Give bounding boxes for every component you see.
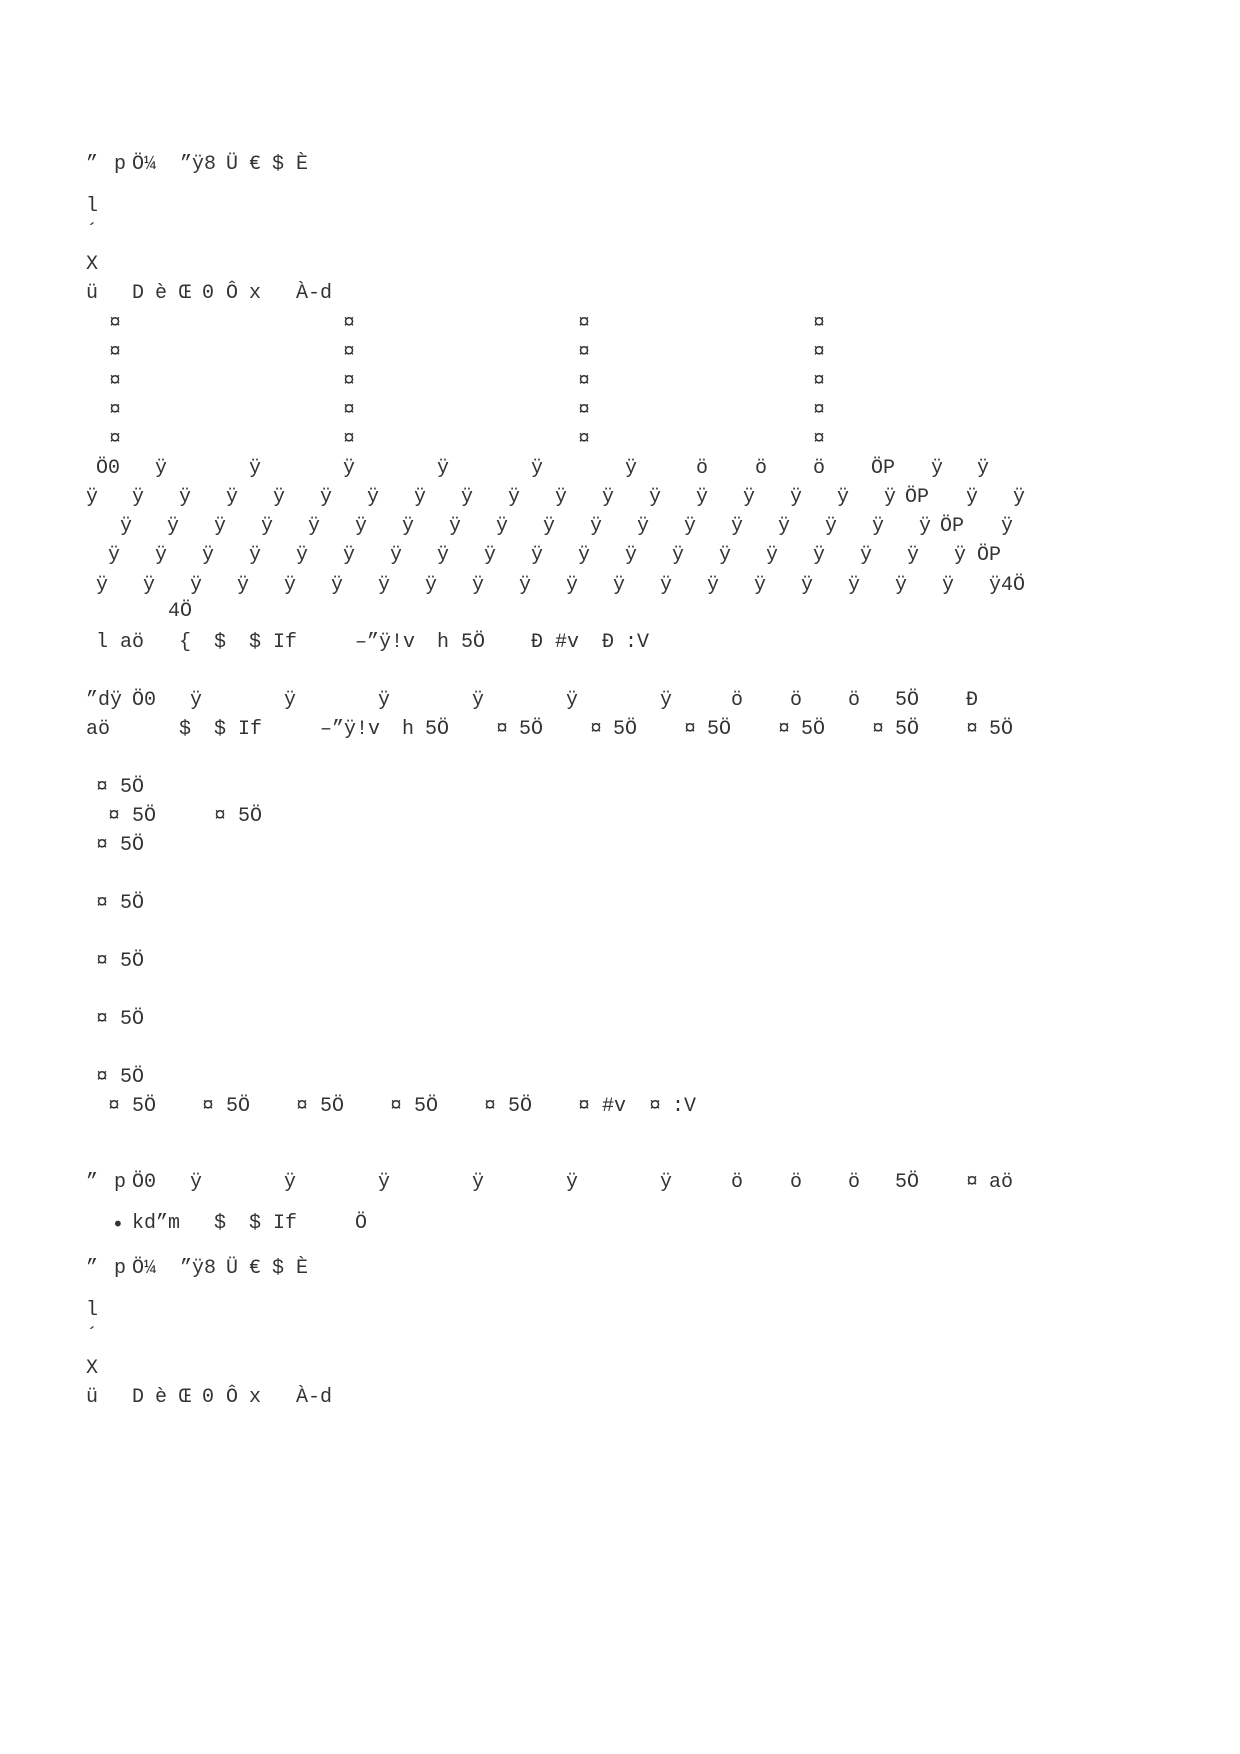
lower-line	[0, 950, 145, 973]
grid-row	[0, 399, 826, 422]
text-token: ÿ	[343, 457, 356, 480]
text-token: 5Ö	[120, 892, 145, 915]
text-token: È	[296, 153, 309, 176]
text-token: :V	[625, 631, 650, 654]
text-token: 5Ö	[120, 776, 145, 799]
text-token: ”p	[86, 1171, 127, 1194]
text-token: 5Ö	[132, 805, 157, 828]
lower-line	[0, 892, 145, 915]
text-token: ÿ	[414, 486, 427, 509]
grid-row	[0, 428, 826, 451]
text-token: ÿ	[120, 515, 133, 538]
text-token: ÿ	[766, 544, 779, 567]
text-token: ÿ	[555, 486, 568, 509]
text-token: ¤	[649, 1095, 662, 1118]
text-token: ¤	[813, 428, 826, 451]
text-token: l	[86, 1299, 99, 1322]
text-token: D	[132, 282, 145, 305]
text-token: ÿ	[637, 515, 650, 538]
row-dy	[0, 689, 979, 712]
text-token: ÿ	[437, 457, 450, 480]
text-token: D	[132, 1386, 145, 1409]
text-token: ÿ	[966, 486, 979, 509]
text-token: Ð	[966, 689, 979, 712]
text-token: ÖP	[905, 486, 930, 509]
text-token: ÿ	[519, 574, 532, 597]
text-token: ¤	[343, 370, 356, 393]
ydots-row-2	[0, 486, 1026, 509]
text-token: ÿ	[190, 689, 203, 712]
text-token: ÿ	[660, 1171, 673, 1194]
text-token: ÿ	[437, 544, 450, 567]
bullet-line	[0, 1212, 368, 1236]
row-p	[0, 1171, 1014, 1194]
text-token: ÿ	[378, 689, 391, 712]
text-token: ¤	[590, 718, 603, 741]
text-token: ¤	[778, 718, 791, 741]
text-token: ÿ	[237, 574, 250, 597]
text-token: ¤	[390, 1095, 403, 1118]
text-token: €	[249, 153, 262, 176]
text-token: ”ÿ8	[180, 153, 217, 176]
text-token: If	[273, 631, 298, 654]
text-token: If	[238, 718, 263, 741]
text-token: ¤	[96, 776, 109, 799]
text-token: ÿ	[790, 486, 803, 509]
text-token: Ð	[531, 631, 544, 654]
ydots-row-3	[0, 515, 1014, 538]
text-token: ¤	[343, 341, 356, 364]
text-token: X	[86, 1357, 99, 1380]
ydots-row-5	[0, 574, 1026, 597]
text-token: À-d	[296, 1386, 333, 1409]
text-token: ÿ	[743, 486, 756, 509]
text-token: ÿ	[672, 544, 685, 567]
block1-line-l	[0, 195, 99, 218]
text-token: ÿ	[895, 574, 908, 597]
text-token: Ö	[355, 1212, 368, 1235]
text-token: ÿ	[190, 574, 203, 597]
lower-line	[0, 834, 145, 857]
text-token: ”p	[86, 153, 127, 176]
text-token: ÿ	[378, 574, 391, 597]
text-token: ÿ	[261, 515, 274, 538]
text-token: ÿ	[108, 544, 121, 567]
text-token: ö	[790, 1171, 803, 1194]
text-token: {	[179, 631, 192, 654]
text-token: aö	[989, 1171, 1014, 1194]
text-token: X	[86, 253, 99, 276]
ydots-row-4	[0, 544, 1002, 567]
text-token: ¤	[108, 805, 121, 828]
text-token: ÿ	[226, 486, 239, 509]
text-token: ÿ	[249, 457, 262, 480]
text-token: Ô	[226, 282, 239, 305]
text-token: ÿ	[155, 544, 168, 567]
text-token: ¤	[484, 1095, 497, 1118]
text-token: ¤	[343, 428, 356, 451]
text-token: ÿ	[625, 544, 638, 567]
text-token: ”ÿ8	[180, 1257, 217, 1280]
text-token: ÿ	[472, 689, 485, 712]
text-token: ö	[696, 457, 709, 480]
text-token: ÿ	[190, 1171, 203, 1194]
text-token: ÿ	[590, 515, 603, 538]
text-token: ÿ	[649, 486, 662, 509]
text-token: ÿ	[132, 486, 145, 509]
text-token: ÖP	[871, 457, 896, 480]
lower-line	[0, 1008, 145, 1031]
grid-row	[0, 312, 826, 335]
text-token: $	[214, 1212, 227, 1235]
text-token: ¤	[96, 834, 109, 857]
text-token: ö	[731, 1171, 744, 1194]
block2-line-acute	[0, 1325, 99, 1348]
text-token: ÿ	[320, 486, 333, 509]
text-token: ÿ	[872, 515, 885, 538]
text-token: l	[86, 195, 99, 218]
text-token: ¤	[872, 718, 885, 741]
text-token: ÿ	[907, 544, 920, 567]
text-token: ÿ	[919, 515, 932, 538]
block1-header-line	[0, 153, 309, 176]
text-token: ¤	[108, 1095, 121, 1118]
text-token: ¤	[214, 805, 227, 828]
text-token: ÿ	[425, 574, 438, 597]
text-token: ¤	[813, 370, 826, 393]
grid-row	[0, 370, 826, 393]
block1-line-x	[0, 253, 99, 276]
text-token: 5Ö	[989, 718, 1014, 741]
text-token: Ü	[226, 1257, 239, 1280]
text-token: ÿ	[284, 574, 297, 597]
text-token: ÿ	[308, 515, 321, 538]
text-token: 5Ö	[895, 718, 920, 741]
text-token: ÿ	[1001, 515, 1014, 538]
lower-line	[0, 1095, 697, 1118]
ydots-row-1	[0, 457, 990, 480]
text-token: Ô	[226, 1386, 239, 1409]
text-token: x	[249, 282, 262, 305]
text-token: 5Ö	[120, 950, 145, 973]
text-token: ¤	[578, 399, 591, 422]
text-token: 5Ö	[613, 718, 638, 741]
text-token: ¤	[343, 399, 356, 422]
text-token: ö	[755, 457, 768, 480]
text-token: $	[214, 631, 227, 654]
text-token: 5Ö	[801, 718, 826, 741]
block2-header-line	[0, 1257, 309, 1280]
bullet-glyph: •	[112, 1212, 124, 1236]
text-token: –”ÿ!v	[355, 631, 416, 654]
block2-line-x	[0, 1357, 99, 1380]
text-token: è	[155, 282, 168, 305]
text-token: ÿ	[155, 457, 168, 480]
text-token: ÿ	[731, 515, 744, 538]
text-token: 5Ö	[226, 1095, 251, 1118]
text-token: ¤	[109, 341, 122, 364]
text-token: Ö0	[132, 689, 157, 712]
text-token: ÿ	[284, 689, 297, 712]
text-token: ¤	[578, 341, 591, 364]
text-token: ÿ	[566, 574, 579, 597]
text-token: Œ	[179, 1386, 192, 1409]
text-token: $	[249, 1212, 262, 1235]
text-token: h	[437, 631, 450, 654]
text-token: ÿ	[837, 486, 850, 509]
text-token: ¤	[96, 1066, 109, 1089]
text-token: ÿ	[496, 515, 509, 538]
text-token: 5Ö	[320, 1095, 345, 1118]
text-token: h	[402, 718, 415, 741]
text-token: l	[96, 631, 109, 654]
text-token: ¤	[296, 1095, 309, 1118]
text-token: ÿ	[472, 1171, 485, 1194]
text-token: ”p	[86, 1257, 127, 1280]
text-token: ÿ	[367, 486, 380, 509]
text-token: ÿ	[884, 486, 897, 509]
text-token: 5Ö	[238, 805, 263, 828]
text-token: ÿ	[813, 544, 826, 567]
text-token: ÿ	[284, 1171, 297, 1194]
text-token: ´	[86, 1325, 99, 1348]
text-token: ü	[86, 1386, 99, 1409]
if-line-1	[0, 631, 650, 654]
text-token: ¤	[813, 399, 826, 422]
text-token: :V	[672, 1095, 697, 1118]
grid-row	[0, 341, 826, 364]
text-token: ÿ	[378, 1171, 391, 1194]
text-token: ö	[848, 689, 861, 712]
text-token: ÿ	[214, 515, 227, 538]
text-token: $	[249, 631, 262, 654]
text-token: aö	[120, 631, 145, 654]
row-ao	[0, 718, 1014, 741]
text-token: 5Ö	[425, 718, 450, 741]
text-token: ÿ	[202, 544, 215, 567]
text-token: ¤	[813, 341, 826, 364]
text-token: ÿ	[602, 486, 615, 509]
text-token: ÿ	[296, 544, 309, 567]
text-token: ÿ	[931, 457, 944, 480]
text-token: ÿ	[660, 574, 673, 597]
text-token: ÿ	[825, 515, 838, 538]
text-token: ö	[848, 1171, 861, 1194]
text-token: ÿ	[402, 515, 415, 538]
text-token: ¤	[966, 1171, 979, 1194]
text-token: ÿ	[801, 574, 814, 597]
block1-line-acute	[0, 221, 99, 244]
text-token: ÿ	[531, 544, 544, 567]
text-token: 5Ö	[120, 834, 145, 857]
text-token: ¤	[96, 892, 109, 915]
text-token: kd”m	[132, 1212, 181, 1235]
text-token: Ö0	[96, 457, 121, 480]
text-token: 4Ö	[168, 600, 193, 623]
text-token: $	[179, 718, 192, 741]
text-token: 5Ö	[895, 1171, 920, 1194]
text-token: ¤	[109, 370, 122, 393]
text-token: ÿ	[566, 1171, 579, 1194]
text-token: aö	[86, 718, 111, 741]
text-token: ÿ	[449, 515, 462, 538]
text-token: ¤	[109, 312, 122, 335]
text-token: ÿ	[977, 457, 990, 480]
text-token: ÿ	[273, 486, 286, 509]
text-token: ÿ	[660, 689, 673, 712]
text-token: Œ	[179, 282, 192, 305]
text-token: 5Ö	[132, 1095, 157, 1118]
text-token: If	[273, 1212, 298, 1235]
text-token: –”ÿ!v	[320, 718, 381, 741]
ydots-row-6	[0, 600, 193, 623]
block2-line-u	[0, 1386, 333, 1409]
text-token: ¤	[813, 312, 826, 335]
text-token: ö	[790, 689, 803, 712]
text-token: ÿ	[96, 574, 109, 597]
text-token: ÿ	[461, 486, 474, 509]
text-token: ö	[731, 689, 744, 712]
text-token: ÿ	[707, 574, 720, 597]
text-token: 5Ö	[120, 1066, 145, 1089]
text-token: ÿ	[86, 486, 99, 509]
text-token: ÿ	[331, 574, 344, 597]
text-token: ÿ	[508, 486, 521, 509]
text-token: ÿ	[249, 544, 262, 567]
text-token: 5Ö	[120, 1008, 145, 1031]
text-token: ÿ	[848, 574, 861, 597]
text-token: ÿ	[625, 457, 638, 480]
text-token: À-d	[296, 282, 333, 305]
text-token: Ö¼	[132, 1257, 157, 1280]
text-token: ÿ	[484, 544, 497, 567]
text-token: ¤	[496, 718, 509, 741]
text-token: ÿ	[719, 544, 732, 567]
text-token: Ö0	[132, 1171, 157, 1194]
text-token: ÿ	[954, 544, 967, 567]
text-token: Ö¼	[132, 153, 157, 176]
text-token: 0	[202, 282, 215, 305]
text-token: ü	[86, 282, 99, 305]
text-token: 5Ö	[461, 631, 486, 654]
text-token: ¤	[578, 312, 591, 335]
text-token: ÿ	[684, 515, 697, 538]
text-token: ¤	[684, 718, 697, 741]
text-token: 0	[202, 1386, 215, 1409]
text-token: ÿ	[343, 544, 356, 567]
text-token: Ð	[602, 631, 615, 654]
text-token: 5Ö	[414, 1095, 439, 1118]
text-token: ÖP	[940, 515, 965, 538]
text-token: ÿ	[390, 544, 403, 567]
lower-line	[0, 805, 263, 828]
text-token: ¤	[202, 1095, 215, 1118]
text-token: ¤	[578, 428, 591, 451]
text-token: ÿ	[179, 486, 192, 509]
text-token: ÿ	[531, 457, 544, 480]
text-token: ÖP	[977, 544, 1002, 567]
lower-line	[0, 776, 145, 799]
text-token: ÿ	[1013, 486, 1026, 509]
text-token: ÿ	[778, 515, 791, 538]
text-token: ´	[86, 221, 99, 244]
text-token: €	[249, 1257, 262, 1280]
text-token: ö	[813, 457, 826, 480]
text-token: ÿ	[942, 574, 955, 597]
text-token: ÿ4Ö	[989, 574, 1026, 597]
text-token: $	[272, 153, 285, 176]
text-token: ¤	[96, 1008, 109, 1031]
text-token: ÿ	[696, 486, 709, 509]
text-token: ”dÿ	[86, 689, 123, 712]
text-token: ÿ	[355, 515, 368, 538]
text-token: ÿ	[543, 515, 556, 538]
text-token: 5Ö	[895, 689, 920, 712]
text-token: 5Ö	[519, 718, 544, 741]
text-token: $	[214, 718, 227, 741]
text-token: $	[272, 1257, 285, 1280]
text-token: è	[155, 1386, 168, 1409]
text-token: ¤	[966, 718, 979, 741]
text-token: ¤	[96, 950, 109, 973]
text-token: ¤	[109, 399, 122, 422]
text-token: È	[296, 1257, 309, 1280]
text-token: ¤	[343, 312, 356, 335]
text-token: ¤	[578, 370, 591, 393]
text-token: ÿ	[754, 574, 767, 597]
text-token: ÿ	[566, 689, 579, 712]
text-token: ¤	[109, 428, 122, 451]
text-token: x	[249, 1386, 262, 1409]
text-token: ÿ	[167, 515, 180, 538]
text-token: #v	[555, 631, 580, 654]
text-token: 5Ö	[508, 1095, 533, 1118]
text-token: ¤	[578, 1095, 591, 1118]
text-token: 5Ö	[707, 718, 732, 741]
text-token: ÿ	[613, 574, 626, 597]
text-token: Ü	[226, 153, 239, 176]
text-token: ÿ	[860, 544, 873, 567]
text-token: #v	[602, 1095, 627, 1118]
text-token: ÿ	[472, 574, 485, 597]
text-token: ÿ	[578, 544, 591, 567]
text-token: ÿ	[143, 574, 156, 597]
lower-line	[0, 1066, 145, 1089]
block1-line-u	[0, 282, 333, 305]
block2-line-l	[0, 1299, 99, 1322]
